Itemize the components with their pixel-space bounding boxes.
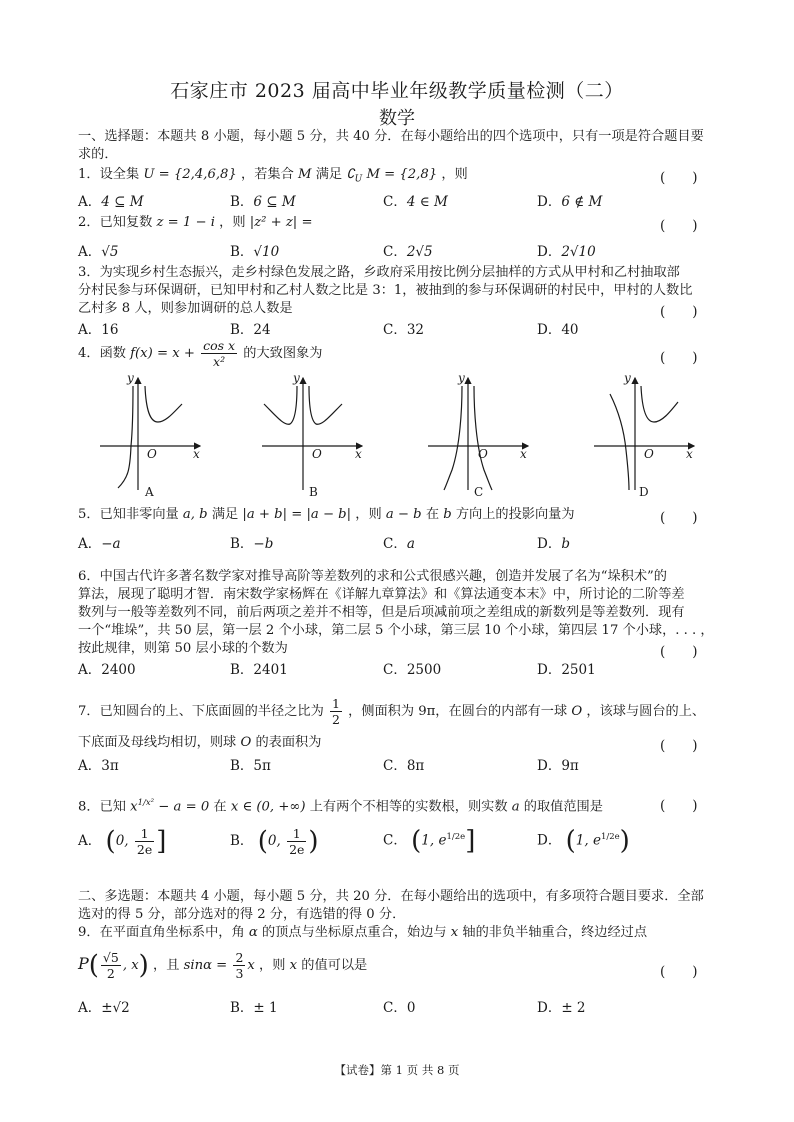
q1-var-m: M [297, 167, 312, 182]
q7-line2-a: 下底面及母线均相切，则球 [78, 735, 237, 750]
q2-option-a [78, 240, 118, 260]
question-9-line1 [78, 924, 718, 942]
q9-option-d-label: D． [537, 1000, 562, 1016]
q3-line2: 分村民参与环保调研，已知甲村和乙村人数之比是 3：1，被抽到的参与环保调研的村民中，甲村的人数比 [78, 283, 693, 298]
q9-option-d [537, 996, 586, 1016]
q7-option-b-text: 5π [253, 758, 271, 774]
graph-d-origin: O [644, 447, 654, 461]
q9-option-a-label: A． [78, 1000, 102, 1016]
q2-option-a-label: A． [78, 244, 102, 260]
q7-line2-b: 的表面积为 [255, 735, 322, 750]
q1-option-b-label: B． [230, 194, 254, 210]
q1-option-d [537, 190, 602, 210]
q5-answer-paren: ( ) [660, 510, 698, 526]
q5-text-e: 方向上的投影向量为 [455, 507, 575, 522]
q8-option-b-den: 2e [289, 842, 305, 857]
q8-option-d-sup: 1/2e [600, 832, 620, 842]
q1-option-b [230, 190, 296, 210]
q6-option-a-label: A． [78, 662, 102, 678]
graph-a-left-branch [118, 386, 133, 488]
q6-option-c [383, 658, 441, 678]
q2-option-c-label: C． [383, 244, 407, 260]
q7-option-c [383, 754, 424, 774]
q6-line2: 算法，展现了聪明才智．南宋数学家杨辉在《详解九章算法》和《算法通变本末》中，所讨论的二阶等差 [78, 587, 685, 602]
q1-answer-paren: ( ) [660, 170, 698, 186]
q5-option-a-label: A． [78, 536, 102, 552]
q4-text-a: 4．函数 [78, 346, 126, 361]
graph-d-letter: D [639, 485, 649, 499]
q1-option-c-label: C． [383, 194, 407, 210]
q9-cond-c: 的值可以是 [301, 958, 368, 973]
q9-sin-num: 2 [235, 950, 244, 965]
q9-sin-x: x [247, 958, 255, 973]
q9-point-open: ( [88, 950, 99, 981]
q5-option-c-label: C． [383, 536, 407, 552]
graph-c-letter: C [474, 485, 484, 499]
q6-option-a [78, 658, 136, 678]
q2-option-b-text: √10 [253, 244, 280, 260]
q5-text-c: ，则 [355, 507, 382, 522]
section1-intro-line2: 求的． [78, 147, 118, 162]
q1-option-a-label: A． [78, 194, 102, 210]
q1-option-d-text: 6 ∉ M [561, 194, 603, 210]
q9-point-num: √5 [102, 950, 119, 965]
q8-option-a-left: ( [105, 826, 116, 857]
q9-cond-b: ，则 [259, 958, 286, 973]
q9-text-c: 轴的非负半轴重合，终边经过点 [462, 925, 648, 940]
q6-option-b [230, 658, 288, 678]
q6-option-b-label: B． [230, 662, 254, 678]
graph-c [428, 378, 528, 490]
q6-option-a-text: 2400 [101, 662, 136, 678]
page-title: 石家庄市 2023 届高中毕业年级教学质量检测（二） [170, 80, 624, 102]
q8-option-b-num: 1 [287, 826, 306, 842]
q5-option-c [383, 532, 415, 552]
q6-option-c-label: C． [383, 662, 407, 678]
graph-d-x-label: x [686, 447, 693, 461]
graph-b-right-branch [309, 386, 342, 424]
q8-option-a-lower: 0, [115, 833, 129, 849]
q7-option-d-label: D． [537, 758, 562, 774]
q6-answer-paren: ( ) [660, 644, 698, 660]
q4-frac-num: cos x [203, 338, 236, 353]
q8-option-a-right: ] [156, 826, 167, 857]
q9-answer-paren: ( ) [660, 964, 698, 980]
question-2-stem [78, 214, 718, 232]
q5-option-a-text: −a [101, 536, 121, 552]
q3-answer-paren: ( ) [660, 304, 698, 320]
q8-option-b-left: ( [257, 826, 268, 857]
q3-line1: 3．为实现乡村生态振兴，走乡村绿色发展之路，乡政府采用按比例分层抽样的方式从甲村和乙村抽取部 [78, 265, 680, 280]
q2-option-d-label: D． [537, 244, 562, 260]
q1-option-c-text: 4 ∈ M [406, 194, 448, 210]
q8-option-d-lower: 1, e [575, 832, 601, 849]
q9-cond-a: ，且 [153, 958, 180, 973]
q4-graphs [0, 370, 794, 500]
q9-option-a [78, 996, 130, 1016]
q9-option-c-label: C． [383, 1000, 407, 1016]
q8-option-c-left: ( [411, 826, 422, 856]
q9-point-close: ) [138, 950, 149, 981]
q9-x: x [450, 925, 459, 940]
q3-line3: 乙村多 8 人，则参加调研的总人数是 [78, 301, 293, 316]
q5-option-a [78, 532, 121, 552]
q8-option-a [78, 826, 166, 857]
q5-option-d [537, 532, 570, 552]
q7-text-c: ，该球与圆台的上、 [586, 704, 706, 719]
q2-text-b: ，则 [219, 215, 246, 230]
q3-option-a [78, 318, 118, 338]
q8-option-c-sup: 1/2e [446, 832, 466, 842]
q7-option-b-label: B． [230, 758, 254, 774]
q2-option-c-text: 2√5 [406, 244, 433, 260]
q8-text-c: 上有两个不相等的实数根，则实数 [309, 799, 508, 815]
q7-option-a-label: A． [78, 758, 102, 774]
q5-text-d: 在 [425, 507, 439, 522]
question-1-stem [78, 166, 718, 189]
q6-option-c-text: 2500 [406, 662, 442, 678]
q9-text-a: 9．在平面直角坐标系中，角 [78, 925, 245, 940]
q7-option-c-text: 8π [406, 758, 425, 774]
q8-text-d: 的取值范围是 [523, 799, 603, 815]
q7-text-a: 7．已知圆台的上、下底面圆的半径之比为 [78, 704, 324, 719]
question-8-stem [78, 794, 718, 816]
graph-b-letter: B [309, 485, 318, 499]
q2-option-d-text: 2√10 [561, 244, 596, 260]
graph-a-x-label: x [193, 447, 200, 461]
section2-intro-line1: 二、多选题：本题共 4 小题，每小题 5 分，共 20 分．在每小题给出的选项中，有多项符合题目要求．全部 [78, 889, 704, 904]
q2-text-a: 2．已知复数 [78, 215, 153, 230]
q8-option-d-left: ( [565, 826, 576, 856]
q8-option-d-label: D． [537, 832, 562, 849]
q1-text-a: 1．设全集 [78, 167, 140, 182]
q4-frac-den: x² [213, 354, 226, 369]
q5-option-b-text: −b [253, 536, 274, 552]
graph-a-right-branch [145, 386, 182, 422]
graph-b-x-label: x [355, 447, 362, 461]
q7-option-c-label: C． [383, 758, 407, 774]
q9-point-den: 2 [106, 966, 115, 981]
q9-alpha: α [248, 925, 258, 940]
q8-option-c-right: ] [465, 826, 476, 856]
q1-text-c: 满足 [315, 167, 343, 182]
q8-text-a: 8．已知 [78, 799, 126, 815]
q6-line3: 数列与一般等差数列不同，前后两项之差并不相等，但是后项减前项之差组成的新数列是等差数列．现有 [78, 605, 685, 620]
q8-option-b [230, 826, 319, 857]
q8-option-c-lower: 1, e [421, 832, 447, 849]
q5-option-d-text: b [561, 536, 570, 552]
graph-c-y-label: y [458, 371, 465, 385]
graph-b-origin: O [312, 447, 322, 461]
q8-answer-paren: ( ) [660, 798, 698, 814]
q9-text-b: 的顶点与坐标原点重合，始边与 [261, 925, 447, 940]
q8-var-a: a [511, 799, 520, 815]
q5-option-c-text: a [406, 536, 415, 552]
graph-b-y-label: y [293, 371, 300, 385]
q9-sin: sinα = [183, 958, 228, 973]
q1-option-c [383, 190, 448, 210]
q5-option-b [230, 532, 273, 552]
q2-option-d [537, 240, 596, 260]
q3-option-a-text: 16 [101, 322, 119, 338]
q3-option-b-label: B． [230, 322, 254, 338]
graph-d-y-label: y [624, 371, 631, 385]
q9-point-frac [101, 950, 121, 981]
q9-point-rest: , x [122, 958, 139, 973]
q4-f-lhs: f(x) = x + [130, 346, 195, 361]
q3-option-c [383, 318, 424, 338]
graph-c-origin: O [478, 447, 488, 461]
q8-eq-base: x [130, 799, 138, 815]
q2-z-def: z = 1 − i [156, 215, 215, 230]
q7-answer-paren: ( ) [660, 738, 698, 754]
q3-option-a-label: A． [78, 322, 102, 338]
q8-text-b: 在 [213, 799, 227, 815]
q1-complement-set: M = {2,8} [366, 167, 438, 182]
q8-eq-exp: 1/x² [137, 798, 155, 808]
q8-option-b-frac [287, 826, 306, 857]
q2-option-b-label: B． [230, 244, 254, 260]
q7-option-a [78, 754, 119, 774]
section1-intro-line1: 一、选择题：本题共 8 小题，每小题 5 分，共 40 分．在每小题给出的四个选项中，只有一项是符合题目要 [78, 129, 704, 144]
q1-option-b-text: 6 ⊆ M [253, 194, 296, 210]
subject-title: 数学 [379, 108, 415, 129]
q8-option-d [537, 826, 630, 856]
q2-expr: |z² + z| = [249, 215, 313, 230]
q1-option-d-label: D． [537, 194, 562, 210]
q2-answer-paren: ( ) [660, 218, 698, 234]
section2-intro-line2: 选对的得 5 分，部分选对的得 2 分，有选错的得 0 分． [78, 907, 406, 922]
graph-a-letter: A [145, 485, 154, 499]
q9-option-b-label: B． [230, 1000, 254, 1016]
q4-fraction [201, 338, 237, 369]
q6-option-d [537, 658, 596, 678]
q1-complement-sub: U [354, 174, 363, 185]
q8-option-b-lower: 0, [267, 833, 281, 849]
q8-option-c-label: C． [383, 832, 407, 849]
q7-ball-o: O [571, 704, 583, 719]
graph-a [100, 378, 200, 490]
graph-a-origin: O [147, 447, 157, 461]
q8-eq-rest: − a = 0 [158, 799, 210, 815]
q5-vectors: a, b [182, 507, 208, 522]
q1-set-u: U = {2,4,6,8} [143, 167, 237, 182]
q3-option-b-text: 24 [253, 322, 271, 338]
q8-option-a-num: 1 [135, 826, 154, 842]
q8-option-a-label: A． [78, 833, 102, 849]
question-7-stem [78, 696, 718, 727]
graph-a-y-label: y [127, 371, 134, 385]
q6-option-b-text: 2401 [253, 662, 288, 678]
q3-option-d-label: D． [537, 322, 562, 338]
q5-option-d-label: D． [537, 536, 562, 552]
q5-on-b: b [443, 507, 452, 522]
q5-text-a: 5．已知非零向量 [78, 507, 179, 522]
q7-option-d-text: 9π [561, 758, 579, 774]
question-9-line2 [78, 950, 718, 981]
q6-line5: 按此规律，则第 50 层小球的个数为 [78, 641, 288, 656]
q1-complement: ∁ [346, 167, 355, 182]
q1-option-a [78, 190, 144, 210]
q5-text-b: 满足 [211, 507, 239, 522]
q9-sin-frac [233, 950, 245, 981]
graph-c-x-label: x [520, 447, 527, 461]
q1-text-d: ，则 [441, 167, 468, 182]
q6-line1: 6．中国古代许多著名数学家对推导高阶等差数列的求和公式很感兴趣，创造并发展了名为“垛积术”的 [78, 569, 667, 584]
graph-d-right-branch [641, 386, 678, 422]
page-footer: 【试卷】第 1 页 共 8 页 [334, 1063, 460, 1077]
q1-text-b: ，若集合 [241, 167, 294, 182]
q7-text-b: ，侧面积为 9π，在圆台的内部有一球 [348, 704, 568, 719]
q6-line4: 一个“堆垛”，共 50 层，第一层 2 个小球，第二层 5 个小球，第三层 10 个小球，第四层 17 个小球，. . . ， [78, 623, 714, 638]
q3-option-c-text: 32 [406, 322, 425, 338]
q3-option-d [537, 318, 579, 338]
q8-option-c [383, 826, 475, 856]
q3-option-d-text: 40 [561, 322, 579, 338]
q8-option-a-den: 2e [136, 842, 153, 857]
q3-option-b [230, 318, 271, 338]
q8-domain: x ∈ (0, +∞) [230, 799, 306, 815]
q7-option-d [537, 754, 579, 774]
q7-option-b [230, 754, 271, 774]
graph-b [262, 378, 362, 490]
q5-option-b-label: B． [230, 536, 254, 552]
q7-frac-num: 1 [331, 696, 340, 711]
q8-option-b-right: ) [308, 826, 319, 857]
q9-option-b-text: ± 1 [253, 1000, 278, 1016]
q9-point-p: P [78, 954, 89, 973]
q7-line2 [78, 734, 718, 752]
q7-option-a-text: 3π [101, 758, 119, 774]
graph-c-left-branch [444, 386, 462, 490]
question-5-stem [78, 506, 718, 524]
question-4-stem [78, 338, 718, 369]
graph-c-right-branch [474, 386, 492, 490]
q5-condition: |a + b| = |a − b| [242, 507, 352, 522]
q2-option-c [383, 240, 433, 260]
q9-option-b [230, 996, 278, 1016]
q4-text-b: 的大致图象为 [243, 346, 323, 361]
q7-frac-den: 2 [331, 712, 340, 727]
q8-option-a-frac [135, 826, 154, 857]
q9-x-2: x [289, 958, 298, 973]
graph-b-left-branch [264, 386, 297, 424]
q3-option-c-label: C． [383, 322, 407, 338]
q4-answer-paren: ( ) [660, 350, 698, 366]
q2-option-b [230, 240, 279, 260]
q9-option-a-text: ±√2 [101, 1000, 130, 1016]
q9-sin-den: 3 [235, 966, 244, 981]
q7-fraction [330, 696, 342, 727]
q2-option-a-text: √5 [101, 244, 119, 260]
q8-option-b-label: B． [230, 833, 254, 849]
q9-option-c-text: 0 [406, 1000, 416, 1016]
q5-diff: a − b [385, 507, 422, 522]
q6-option-d-label: D． [537, 662, 562, 678]
graph-d-left-branch [610, 394, 629, 490]
q1-option-a-text: 4 ⊆ M [101, 194, 144, 210]
q8-option-d-right: ) [619, 826, 630, 856]
q9-option-c [383, 996, 415, 1016]
q6-option-d-text: 2501 [561, 662, 596, 678]
q7-ball-o-2: O [240, 735, 252, 750]
graph-d [594, 378, 694, 490]
q9-option-d-text: ± 2 [561, 1000, 586, 1016]
